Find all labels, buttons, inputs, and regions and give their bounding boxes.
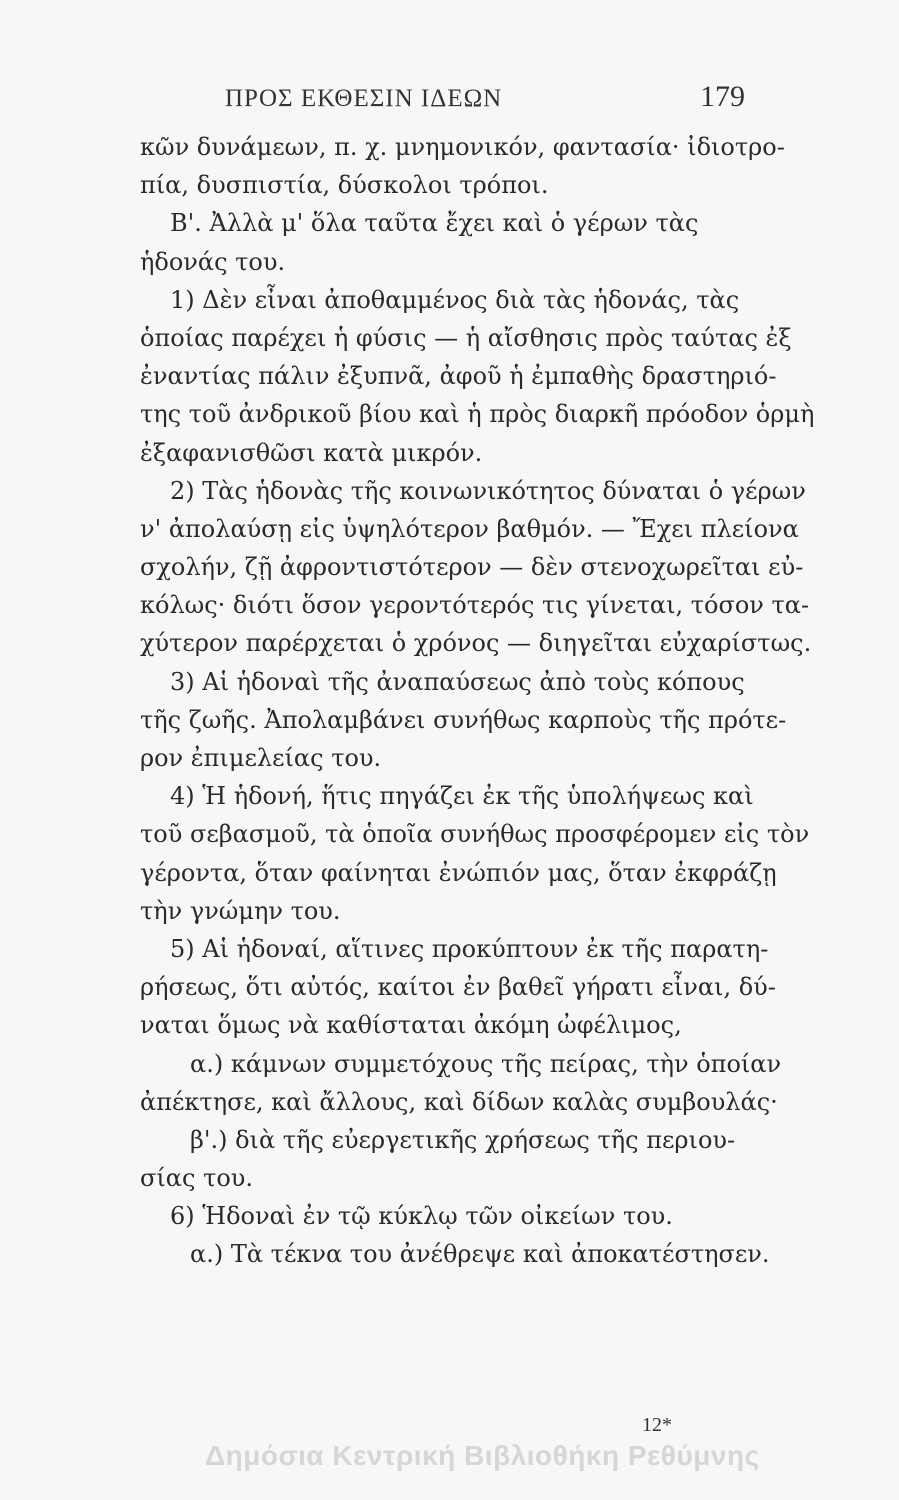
text-line: πία, δυσπιστία, δύσκολοι τρόποι. <box>140 171 549 200</box>
running-header <box>225 80 745 114</box>
text-line: τῆς ζωῆς. Ἀπολαμβάνει συνήθως καρποὺς τῆς πρότε- <box>140 705 787 734</box>
text-line: τοῦ σεβασμοῦ, τὰ ὁποῖα συνήθως προσφέρομεν εἰς τὸν <box>140 820 810 849</box>
text-line: ἡδονάς του. <box>140 247 286 276</box>
text-line: ἀπέκτησε, καὶ ἄλλους, καὶ δίδων καλὰς συμβουλάς· <box>140 1087 778 1116</box>
text-line: 4) Ἡ ἡδονή, ἥτις πηγάζει ἐκ τῆς ὑπολήψεως καὶ <box>170 782 754 811</box>
text-line: ἐξαφανισθῶσι κατὰ μικρόν. <box>140 438 483 467</box>
text-line: 1) Δὲν εἶναι ἀποθαμμένος διὰ τὰς ἡδονάς, τὰς <box>170 285 740 314</box>
text-line: Β'. Ἀλλὰ μ' ὅλα ταῦτα ἔχει καὶ ὁ γέρων τὰς <box>170 209 699 238</box>
running-title: ΠΡΟΣ ΕΚΘΕΣΙΝ ΙΔΕΩΝ <box>225 85 503 112</box>
page-body-text <box>140 128 815 1274</box>
text-line: β'.) διὰ τῆς εὐεργετικῆς χρήσεως τῆς περιου- <box>190 1125 736 1154</box>
text-line: 2) Τὰς ἡδονὰς τῆς κοινωνικότητος δύναται ὁ γέρων <box>170 476 806 505</box>
text-line: κῶν δυνάμεων, π. χ. μνημονικόν, φαντασία· ἰδιοτρο- <box>140 133 785 161</box>
text-line: ναται ὅμως νὰ καθίσταται ἀκόμη ὠφέλιμος, <box>140 1011 682 1040</box>
library-watermark: Δημόσια Κεντρική Βιβλιοθήκη Ρεθύμνης <box>205 1440 760 1471</box>
text-line: της τοῦ ἀνδρικοῦ βίου καὶ ἡ πρὸς διαρκῆ πρόοδον ὁρμὴ <box>140 400 815 429</box>
text-line: σίας του. <box>140 1164 254 1193</box>
text-line: α.) Τὰ τέκνα του ἀνέθρεψε καὶ ἀποκατέστησεν. <box>190 1240 770 1269</box>
text-line: χύτερον παρέρχεται ὁ χρόνος — διηγεῖται εὐχαρίστως. <box>140 629 812 658</box>
text-line: ρον ἐπιμελείας του. <box>140 744 382 772</box>
text-line: τὴν γνώμην του. <box>140 896 341 925</box>
text-line: α.) κάμνων συμμετόχους τῆς πείρας, τὴν ὁποίαν <box>190 1049 782 1078</box>
signature-mark: 12* <box>642 1414 672 1436</box>
text-line: γέροντα, ὅταν φαίνηται ἐνώπιόν μας, ὅταν ἐκφράζῃ <box>140 858 777 887</box>
text-line: 6) Ἡδοναὶ ἐν τῷ κύκλῳ τῶν οἰκείων του. <box>170 1202 673 1231</box>
text-line: ρήσεως, ὅτι αὐτός, καίτοι ἐν βαθεῖ γήρατι εἶναι, δύ- <box>140 973 776 1002</box>
text-line: ὁποίας παρέχει ἡ φύσις — ἡ αἴσθησις πρὸς ταύτας ἐξ <box>140 323 792 352</box>
text-line: κόλως· διότι ὅσον γεροντότερός τις γίνεται, τόσον τα- <box>140 591 810 620</box>
text-line: ν' ἀπολαύσῃ εἰς ὑψηλότερον βαθμόν. — Ἔχει πλείονα <box>140 514 799 543</box>
text-line: 3) Αἱ ἡδοναὶ τῆς ἀναπαύσεως ἀπὸ τοὺς κόπους <box>170 667 745 696</box>
text-line: σχολήν, ζῇ ἀφροντιστότερον — δὲν στενοχωρεῖται εὐ- <box>140 553 804 582</box>
page-number: 179 <box>700 80 745 113</box>
text-line: ἐναντίας πάλιν ἐξυπνᾶ, ἀφοῦ ἡ ἐμπαθὴς δραστηριό- <box>140 362 777 391</box>
text-line: 5) Αἱ ἡδοναί, αἵτινες προκύπτουν ἐκ τῆς παρατη- <box>170 934 769 963</box>
